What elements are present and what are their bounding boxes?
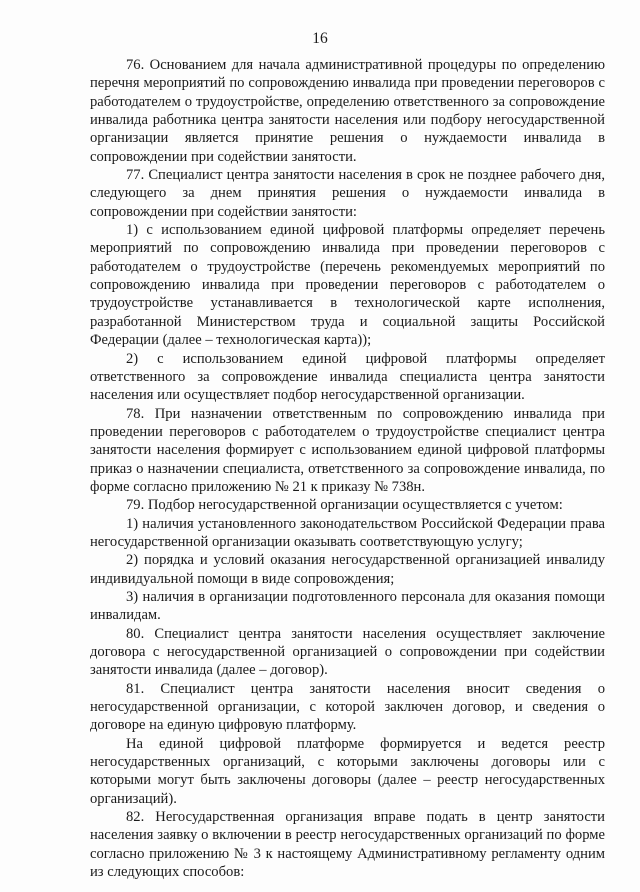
paragraph-79-item-3: 3) наличия в организации подготовленного персонала для оказания помощи инвалидам.: [90, 588, 605, 624]
paragraph-81: 81. Специалист центра занятости населения вносит сведения о негосударственной организации, с которой заключен договор, и сведения о договоре на единую цифровую платформу.: [90, 680, 605, 734]
paragraph-79-item-1: 1) наличия установленного законодательством Российской Федерации права негосударственной организации оказывать соответствующую услугу;: [90, 515, 605, 550]
page-number: 16: [312, 30, 328, 47]
paragraph-77: 77. Специалист центра занятости населения в срок не позднее рабочего дня, следующего за днем принятия решения о нуждаемости инвалида в сопровождении при содействии занятости:: [90, 167, 605, 220]
paragraph-80: 80. Специалист центра занятости населения осуществляет заключение договора с негосударственной организацией о сопровождении при содействии занятости инвалида (далее – договор).: [90, 625, 605, 679]
paragraph-77-item-1: 1) с использованием единой цифровой платформы определяет перечень мероприятий по сопровождению инвалида при проведении переговоров с работодателем о трудоустройстве (перечень рекомендуемых мероприятий по сопровождению инвалида при проведении переговоров с работодателем о трудоустройстве устанавливается в технологической карте исполнения, разработанной Министерством труда и социальной защиты Российской Федерации (далее – технологическая карта));: [90, 222, 605, 349]
paragraph-79-item-2: 2) порядка и условий оказания негосударственной организацией инвалиду индивидуальной помощи в виде сопровождения;: [90, 552, 605, 587]
paragraph-79: 79. Подбор негосударственной организации осуществляется с учетом:: [126, 497, 563, 514]
paragraph-76: 76. Основанием для начала административной процедуры по определению перечня мероприятий по сопровождению инвалида при проведении переговоров с работодателем о трудоустройстве, определению ответственного за сопровождение инвалида работника центра занятости населения или подбору негосударственной организации является принятие решения о нуждаемости инвалида в сопровождении при содействии занятости.: [90, 57, 605, 165]
paragraph-81-registry: На единой цифровой платформе формируется и ведется реестр негосударственных организаций, с которыми заключены договоры или с которыми могут быть заключены договоры (далее – реестр негосударственных организаций).: [90, 735, 605, 807]
paragraph-77-item-2: 2) с использованием единой цифровой платформы определяет ответственного за сопровождение инвалида специалиста центра занятости населения или осуществляет подбор негосударственной организации.: [90, 350, 605, 404]
paragraph-82: 82. Негосударственная организация вправе подать в центр занятости населения заявку о включении в реестр негосударственных организаций по форме согласно приложению № 3 к настоящему Административному регламенту одним из следующих способов:: [90, 809, 605, 881]
document-body: [90, 56, 605, 881]
paragraph-78: 78. При назначении ответственным по сопровождению инвалида при проведении переговоров с работодателем о трудоустройстве специалист центра занятости населения формирует с использованием единой цифровой платформы приказ о назначении специалиста, ответственного за сопровождение инвалида, по форме согласно приложению № 21 к приказу № 738н.: [90, 405, 605, 495]
